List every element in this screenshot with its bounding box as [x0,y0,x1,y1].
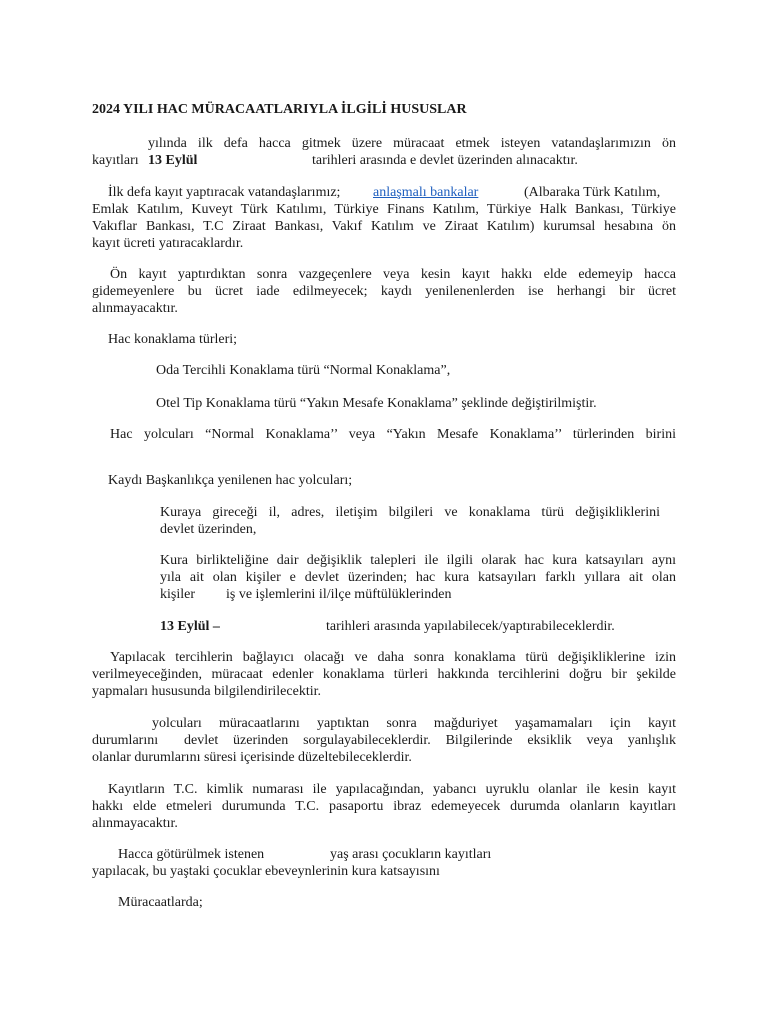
near-distance-accommodation-line: Otel Tip Konaklama türü “Yakın Mesafe Konaklama” şeklinde değiştirilmiştir. [156,396,597,411]
paragraph-15-line-2: yapılacak, bu yaştaki çocuklar ebeveynlerinin kura katsayısını [92,864,440,879]
paragraph-3-line-3: alınmayacaktır. [92,301,178,316]
paragraph-12-line-3: yapmaları hususunda bilgilendirilecektir. [92,684,321,699]
paragraph-3-line-2: gidemeyenlere bu ücret iade edilmeyecek; kaydı yenilenenlerden ise herhangi bir ücret [92,284,676,299]
banks-link[interactable]: anlaşmalı bankalar [373,185,479,200]
paragraph-7-line: Hac yolcuları “Normal Konaklama’’ veya “Yakın Mesafe Konaklama’’ türlerinden birini [110,427,676,442]
normal-accommodation-line: Oda Tercihli Konaklama türü “Normal Konaklama”, [156,363,451,378]
paragraph-13-line-2b: devlet üzerinden sorgulayabileceklerdir. Bilgilerinde eksiklik veya yanlışlık [184,733,676,748]
paragraph-1-line-2a: kayıtları [92,153,139,168]
paragraph-9-line-2: devlet üzerinden, [160,522,257,537]
paragraph-10-line-2: yıla ait olan kişiler e devlet üzerinden; hac kura katsayıları farklı yıllara ait olan [160,570,676,585]
paragraph-12-line-1: Yapılacak tercihlerin bağlayıcı olacağı ve daha sonra konaklama türü değişikliklerine izin [110,650,676,665]
paragraph-1-line-2c: tarihleri arasında e devlet üzerinden alınacaktır. [312,153,578,168]
paragraph-14-line-2: hakkı elde etmeleri durumunda T.C. pasaportu ibraz edemeyecek durumda olanların kayıtları [92,799,676,814]
paragraph-15-line-1a: Hacca götürülmek istenen [118,847,265,862]
accommodation-types-heading: Hac konaklama türleri; [108,332,238,347]
paragraph-1-line-1: yılında ilk defa hacca gitmek üzere müracaat etmek isteyen vatandaşlarımızın ön [148,136,676,151]
paragraph-14-line-1: Kayıtların T.C. kimlik numarası ile yapılacağından, yabancı uyruklu olanlar ile kesin kayıt [108,782,676,797]
paragraph-13-line-2a: durumlarını [92,733,159,748]
paragraph-2-line-2: Emlak Katılım, Kuveyt Türk Katılımı, Türkiye Finans Katılım, Türkiye Halk Bankası, Türkiye [92,202,676,217]
renewed-pilgrims-heading: Kaydı Başkanlıkça yenilenen hac yolcuları; [108,473,353,488]
paragraph-13-line-1: yolcuları müracaatlarını yaptıktan sonra mağduriyet yaşamamaları için kayıt [152,716,676,731]
date-start: 13 Eylül [148,153,198,168]
date-range-start: 13 Eylül – [160,619,220,634]
paragraph-2-line-3: Vakıflar Bankası, T.C Ziraat Bankası, Vakıf Katılım ve Ziraat Katılım) kurumsal hesabına ön [92,219,676,234]
document-title: 2024 YILI HAC MÜRACAATLARIYLA İLGİLİ HUSUSLAR [92,102,467,117]
paragraph-11-text: tarihleri arasında yapılabilecek/yaptırabileceklerdir. [326,619,615,634]
paragraph-10-line-1: Kura birlikteliğine dair değişiklik talepleri ile ilgili olarak hac kura katsayıları aynı [160,553,676,568]
paragraph-10-line-3a: kişiler [160,587,195,602]
paragraph-9-line-1: Kuraya gireceği il, adres, iletişim bilgileri ve konaklama türü değişikliklerini [160,505,660,520]
paragraph-12-line-2: verilmeyeceğinden, müracaat edenler konaklama türleri hakkında tercihlerini doğru bir şekilde [92,667,676,682]
paragraph-14-line-3: alınmayacaktır. [92,816,178,831]
paragraph-2-line-1a: İlk defa kayıt yaptıracak vatandaşlarımız; [108,185,341,200]
paragraph-13-line-3: olanlar durumlarını süresi içerisinde düzeltebileceklerdir. [92,750,412,765]
paragraph-15-line-1b: yaş arası çocukların kayıtları [330,847,492,862]
paragraph-3-line-1: Ön kayıt yaptırdıktan sonra vazgeçenlere veya kesin kayıt hakkı elde edemeyip hacca [110,267,676,282]
applications-heading: Müracaatlarda; [118,895,203,910]
paragraph-10-line-3b: iş ve işlemlerini il/ilçe müftülüklerinden [226,587,452,602]
paragraph-2-line-4: kayıt ücreti yatıracaklardır. [92,236,244,251]
paragraph-2-line-1b: (Albaraka Türk Katılım, [524,185,661,200]
